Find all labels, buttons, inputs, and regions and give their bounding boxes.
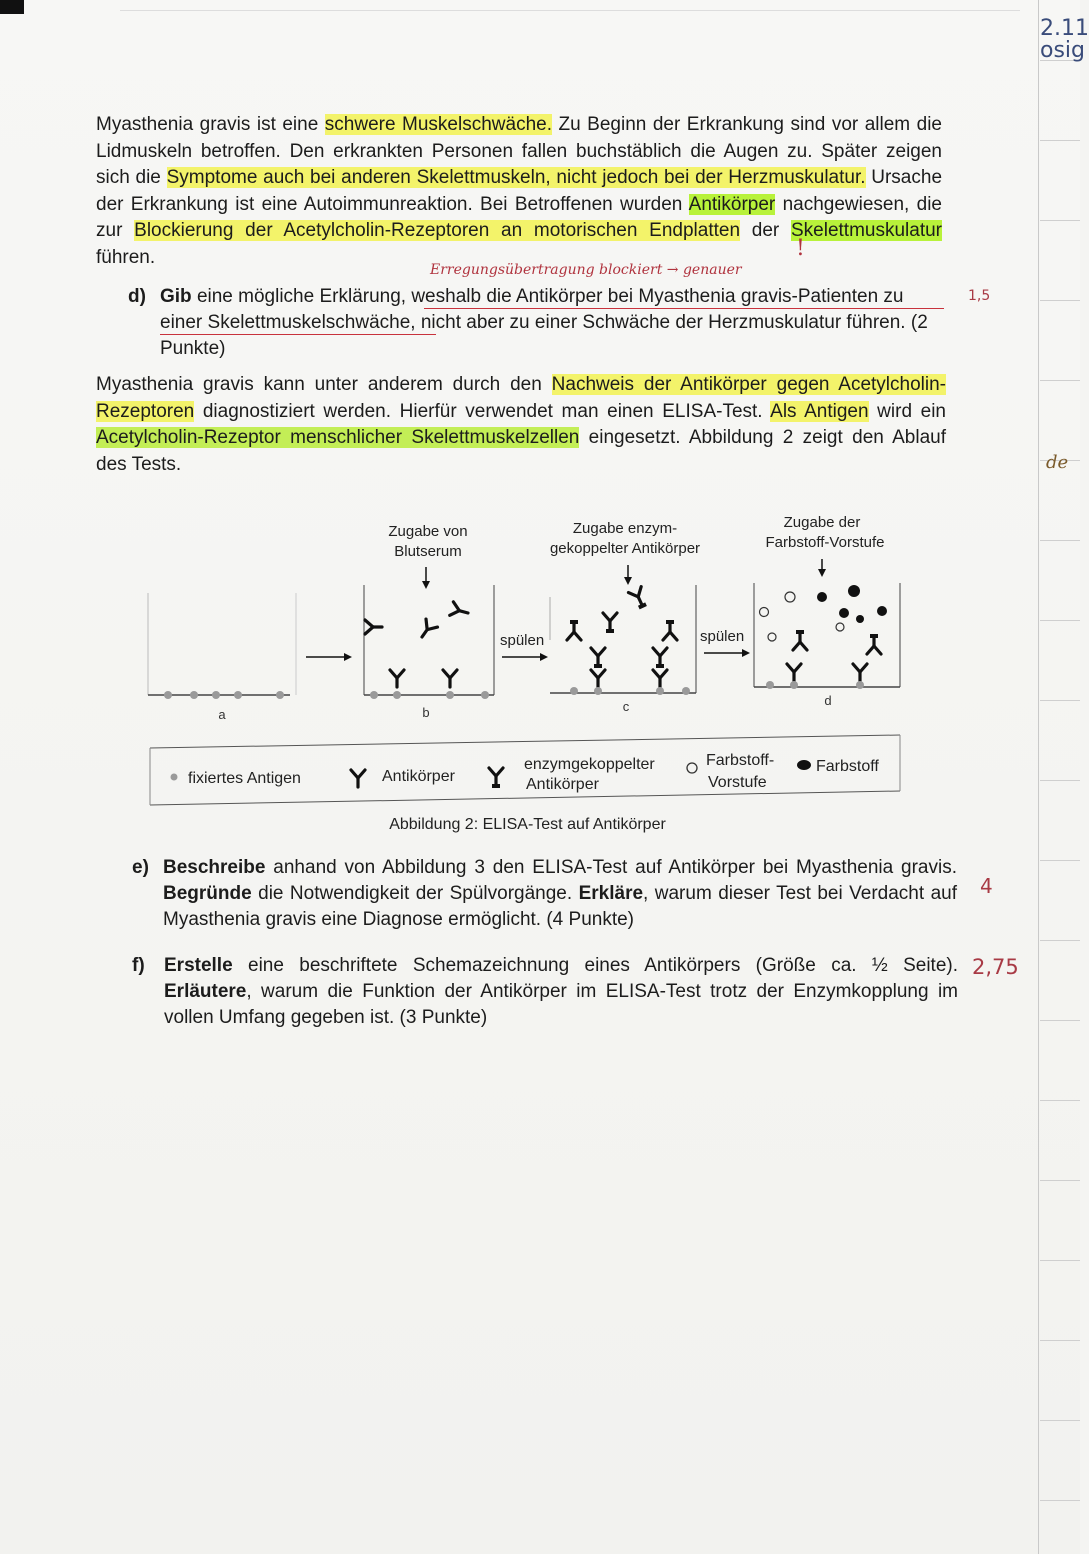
- margin-rule: [1040, 1260, 1080, 1261]
- score-f: 2,75: [972, 955, 1019, 979]
- legend-dye: [797, 758, 879, 775]
- margin-note: de: [1046, 452, 1069, 473]
- intro-paragraph: [96, 112, 942, 271]
- margin-rule: [1040, 1420, 1080, 1421]
- task-d-verb: Gib: [160, 286, 192, 307]
- corner-note-line2: osig: [1040, 38, 1085, 63]
- step-d-label-line1: Zugabe der: [783, 514, 861, 531]
- intro-text: der: [740, 220, 791, 241]
- legend-enzyme-antibody-label-line2: Antikörper: [526, 776, 599, 793]
- task-f-verb-create: Erstelle: [164, 955, 233, 976]
- task-f-label: f): [132, 955, 145, 976]
- margin-rule: [1040, 700, 1080, 701]
- highlight-text: Als Antigen: [770, 400, 869, 422]
- margin-rule: [1040, 220, 1080, 221]
- step-c-label-line1: Zugabe enzym-: [572, 520, 678, 537]
- highlight-text: Acetylcholin-Rezeptor menschlicher Skelettmuskelzellen: [96, 427, 580, 448]
- legend-antibody-label: Antikörper: [382, 768, 455, 785]
- task-e-verb-describe: Beschreibe: [163, 857, 266, 878]
- intro-text: Ursache der Erkrankung ist eine Autoimmunreaktion. Bei Betroffenen wurden: [96, 167, 943, 215]
- rinse-arrow-1: [500, 597, 550, 661]
- figure-caption: Abbildung 2: ELISA-Test auf Antikörper: [389, 816, 666, 833]
- legend-dye-precursor: [687, 752, 774, 791]
- highlight-text: Skelettmuskulatur: [790, 220, 942, 241]
- intro-text: nachgewiesen, die zur: [96, 193, 942, 241]
- margin-rule: [1040, 780, 1080, 781]
- panel-a-label: a: [218, 707, 226, 722]
- step-b-label-line2: Blutserum: [394, 543, 462, 560]
- step-d-label-line2: Farbstoff-Vorstufe: [765, 534, 885, 551]
- task-e-verb-justify: Begründe: [163, 883, 252, 904]
- legend-fixed-antigen: [171, 770, 301, 787]
- body-text: eingesetzt. Abbildung 2 zeigt den Ablauf des Tests.: [96, 427, 946, 475]
- legend-dye-precursor-label-line2: Vorstufe: [708, 774, 767, 791]
- legend-dye-precursor-label-line1: Farbstoff-: [706, 752, 775, 769]
- scan-edge-mark: [0, 0, 24, 14]
- task-d-label: d): [128, 286, 146, 307]
- margin-line: [1038, 0, 1039, 1554]
- task-f-verb-elaborate: Erläutere: [164, 981, 247, 1002]
- task-e-text: , warum dieser Test bei Verdacht auf Myasthenia gravis eine Diagnose ermöglicht. (4 Punkte): [163, 883, 957, 930]
- highlight-text: Antikörper: [688, 193, 776, 215]
- red-underline: [424, 308, 944, 309]
- intro-text: Myasthenia gravis ist eine: [96, 114, 325, 135]
- margin-rule: [1040, 1500, 1080, 1501]
- margin-rule: [1040, 1100, 1080, 1101]
- intro-text: führen.: [96, 246, 156, 268]
- top-ruler: [120, 0, 1020, 11]
- score-e: 4: [980, 874, 993, 898]
- panel-b: [296, 523, 494, 720]
- highlight-text: schwere Muskelschwäche.: [324, 114, 552, 135]
- legend-enzyme-antibody-label-line1: enzymgekoppelter: [524, 756, 655, 773]
- step-c-label-line2: gekoppelter Antikörper: [549, 540, 701, 557]
- rinse-arrow-2: [700, 628, 750, 657]
- margin-rule: [1040, 540, 1080, 541]
- body-text: diagnostiziert werden. Hierfür verwendet man einen ELISA-Test.: [194, 400, 771, 422]
- task-d-text: eine mögliche Erklärung, weshalb die Antikörper bei Myasthenia gravis-Patienten zu einer Skelettmuskelschwäche, nicht aber zu einer Schwäche der Herzmuskulatur führen. (2 Punkte): [160, 286, 928, 359]
- highlight-text: Blockierung der Acetylcholin-Rezeptoren an motorischen Endplatten: [134, 220, 741, 241]
- corner-note-line1: 2.11: [1040, 16, 1089, 41]
- down-arrow-icon: [624, 565, 632, 585]
- panel-c-label: c: [622, 699, 630, 714]
- highlight-text: Symptome auch bei anderen Skelettmuskeln, nicht jedoch bei der Herzmuskulatur.: [166, 167, 866, 188]
- legend-dye-label: Farbstoff: [816, 758, 879, 775]
- body-text: Myasthenia gravis kann unter anderem durch den: [96, 374, 552, 395]
- margin-rule: [1040, 1180, 1080, 1181]
- legend-fixed-antigen-label: fixiertes Antigen: [188, 770, 301, 787]
- margin-rule: [1040, 380, 1080, 381]
- figure-legend: [150, 735, 900, 805]
- red-underline: [160, 334, 436, 335]
- task-f-text: eine beschriftete Schemazeichnung eines Antikörpers (Größe ca. ½ Seite).: [232, 955, 958, 976]
- panel-d: [754, 514, 900, 708]
- panel-a: [148, 593, 290, 722]
- panel-c: [550, 520, 700, 714]
- handwritten-note: Erregungsübertragung blockiert → genauer: [430, 262, 742, 278]
- step-b-label-line1: Zugabe von: [388, 523, 468, 540]
- margin-rule: [1040, 140, 1080, 141]
- handwritten-exclaim: !: [796, 236, 805, 261]
- corner-note: [1040, 18, 1089, 62]
- margin-rule: [1040, 860, 1080, 861]
- margin-rule: [1040, 1340, 1080, 1341]
- task-e-verb-explain: Erkläre: [578, 883, 644, 904]
- task-e-label: e): [132, 857, 149, 878]
- panel-b-label: b: [422, 705, 430, 720]
- highlight-text: Nachweis der Antikörper gegen Acetylcholin-Rezeptoren: [96, 374, 946, 422]
- score-d: 1,5: [968, 288, 991, 304]
- down-arrow-icon: [422, 567, 430, 589]
- elisa-figure: [130, 495, 930, 835]
- legend-enzyme-antibody: [489, 756, 655, 793]
- rinse-label-2: spülen: [700, 628, 745, 645]
- panel-d-label: d: [824, 693, 832, 708]
- margin-rule: [1040, 940, 1080, 941]
- legend-antibody: [351, 768, 456, 787]
- rinse-label-1: spülen: [500, 632, 545, 649]
- arrow-a-to-b: [306, 653, 352, 661]
- margin-rule: [1040, 1020, 1080, 1021]
- task-e-text: die Notwendigkeit der Spülvorgänge.: [251, 883, 579, 904]
- margin-rule: [1040, 620, 1080, 621]
- task-e-text: anhand von Abbildung 3 den ELISA-Test auf Antikörper bei Myasthenia gravis.: [265, 857, 957, 878]
- body-text: wird ein: [868, 400, 946, 422]
- intro-text: Zu Beginn der Erkrankung sind vor allem die Lidmuskeln betroffen. Den erkrankten Personen fallen buchstäblich die Augen zu. Später zeigen sich die: [96, 114, 942, 188]
- second-paragraph: [96, 372, 946, 478]
- margin-rule: [1040, 300, 1080, 301]
- task-f-text: , warum die Funktion der Antikörper im ELISA-Test trotz der Enzymkopplung im vollen Umfang gegeben ist. (3 Punkte): [164, 981, 958, 1028]
- down-arrow-icon: [818, 559, 826, 577]
